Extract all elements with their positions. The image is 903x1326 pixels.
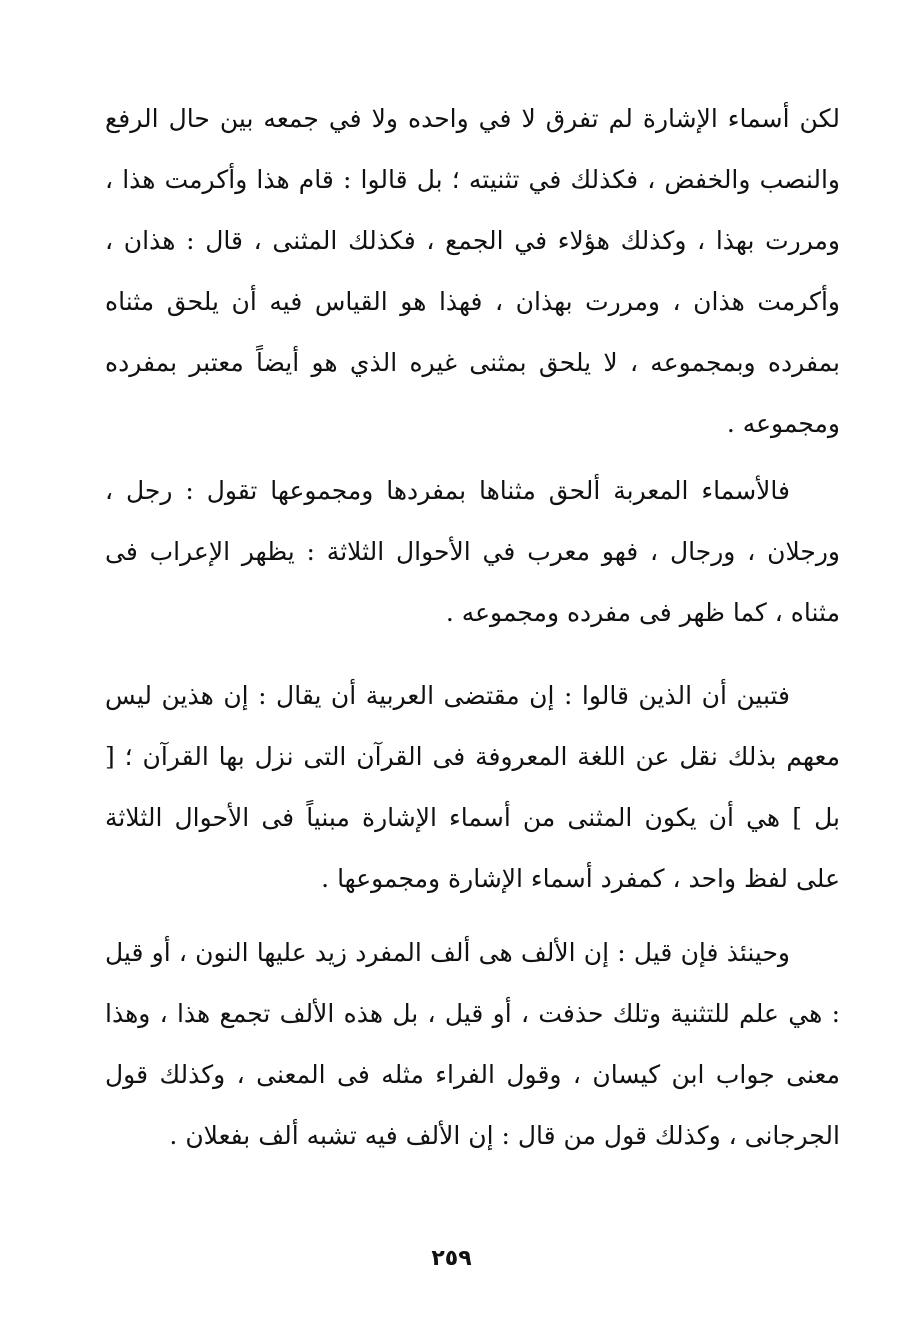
paragraph-4: وحينئذ فإن قيل : إن الألف هى ألف المفرد زيد عليها النون ، أو قيل : هي علم للتثنية وتلك حذفت ، أو قيل ، بل هذه الألف تجمع هذا ، وهذا معنى جواب ابن كيسان ، وقول الفراء مثله فى المعنى ، وكذلك قول الجرجانى ، وكذلك قول من قال : إن الألف فيه تشبه ألف بفعلان .: [105, 938, 840, 1150]
paragraph-2: فالأسماء المعربة ألحق مثناها بمفردها ومجموعها تقول : رجل ، ورجلان ، ورجال ، فهو معرب في الأحوال الثلاثة : يظهر الإعراب فى مثناه ، كما ظهر فى مفرده ومجموعه .: [105, 476, 840, 627]
paragraph-3: فتبين أن الذين قالوا : إن مقتضى العربية أن يقال : إن هذين ليس معهم بذلك نقل عن اللغة المعروفة فى القرآن التى نزل بها القرآن ؛ [ بل ] هي أن يكون المثنى من أسماء الإشارة مبنياً فى الأحوال الثلاثة على لفظ واحد ، كمفرد أسماء الإشارة ومجموعها .: [105, 681, 840, 893]
paragraph-1: لكن أسماء الإشارة لم تفرق لا في واحده ولا في جمعه بين حال الرفع والنصب والخفض ، فكذلك في تثنيته ؛ بل قالوا : قام هذا وأكرمت هذا ، ومررت بهذا ، وكذلك هؤلاء في الجمع ، فكذلك المثنى ، قال : هذان ، وأكرمت هذان ، ومررت بهذان ، فهذا هو القياس فيه أن يلحق مثناه بمفرده وبمجموعه ، لا يلحق بمثنى غيره الذي هو أيضاً معتبر بمفرده ومجموعه .: [105, 104, 840, 438]
page-number: ٢٥٩: [431, 1246, 472, 1271]
